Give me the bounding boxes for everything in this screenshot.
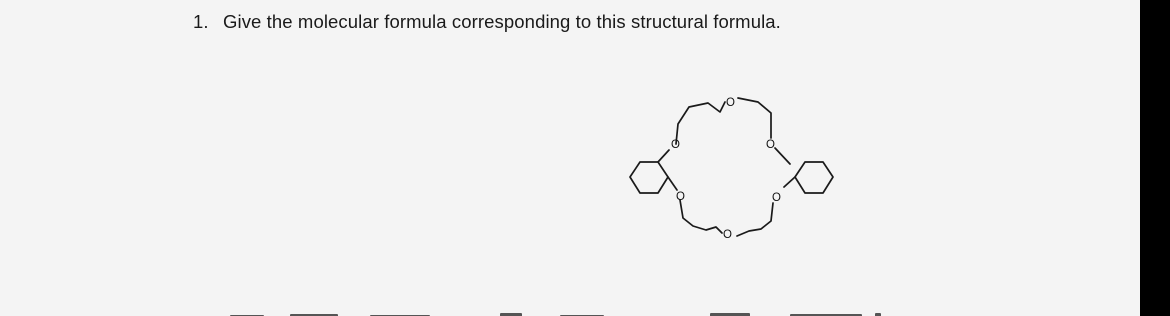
question-number: 1.: [193, 11, 209, 32]
lower-left-chain: [668, 177, 722, 233]
question-1: [193, 11, 781, 33]
question-text: Give the molecular formula corresponding to this structural formula.: [223, 11, 781, 32]
oxygen-atom-upper-left: O: [671, 139, 680, 151]
upper-left-chain: [658, 102, 725, 162]
oxygen-atom-top: O: [726, 97, 735, 109]
oxygen-atom-upper-right: O: [766, 139, 775, 151]
oxygen-atom-bottom: O: [723, 229, 732, 241]
upper-right-chain: [738, 98, 790, 164]
left-cyclohexane-ring: [630, 162, 668, 193]
right-cyclohexane-ring: [795, 162, 833, 193]
screen-edge: [1140, 0, 1170, 316]
oxygen-atom-lower-left: O: [676, 191, 685, 203]
lower-right-chain: [737, 177, 795, 236]
cropped-next-line: [230, 305, 890, 316]
oxygen-atom-lower-right: O: [772, 192, 781, 204]
dibenzo-crown-ether-structure: [596, 92, 866, 252]
